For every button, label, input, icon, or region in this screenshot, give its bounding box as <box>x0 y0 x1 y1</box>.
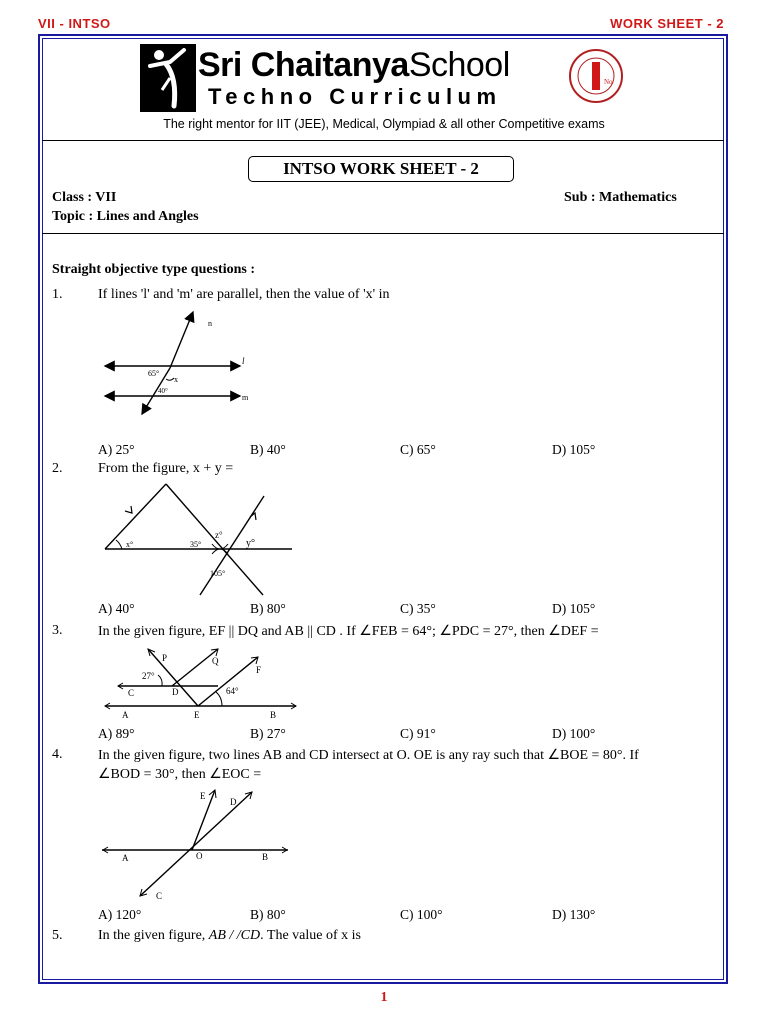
no1-badge-icon <box>568 48 624 104</box>
question-text: If lines 'l' and 'm' are parallel, then the value of 'x' in <box>98 287 390 302</box>
option-d: D) 100° <box>552 726 596 741</box>
figure-q2 <box>100 480 300 598</box>
subject-label: Sub : Mathematics <box>564 190 677 205</box>
brand-logo <box>140 44 630 114</box>
runner-logo-icon <box>140 44 196 112</box>
divider <box>42 233 724 234</box>
worksheet-title: INTSO WORK SHEET - 2 <box>248 156 514 182</box>
header-right: WORK SHEET - 2 <box>610 16 724 31</box>
option-c: C) 35° <box>400 601 436 616</box>
label-C: C <box>156 891 163 901</box>
label-m: m <box>242 393 249 402</box>
figure-q4 <box>100 786 300 904</box>
label-C: C <box>128 688 135 698</box>
page-number: 1 <box>380 990 388 1005</box>
label-E: E <box>194 710 200 720</box>
label-F: F <box>256 665 262 675</box>
brand-subtitle: Techno Curriculum <box>208 84 502 109</box>
label-l: l <box>242 356 245 366</box>
label-n: n <box>208 319 212 328</box>
figure-q3 <box>100 643 310 723</box>
label-D: D <box>172 687 179 697</box>
option-d: D) 105° <box>552 601 596 616</box>
question-text: In the given figure, two lines AB and CD intersect at O. OE is any ray such that ∠BOE = 80°. If <box>98 748 639 763</box>
label-A: A <box>122 710 129 720</box>
option-a: A) 89° <box>98 726 135 741</box>
label-B: B <box>262 852 269 862</box>
question-text: In the given figure, AB / /CD. The value of x is <box>98 928 361 943</box>
question-text-cont: ∠BOD = 30°, then ∠EOC = <box>98 767 262 782</box>
option-b: B) 80° <box>250 601 286 616</box>
label-y: y° <box>246 538 255 549</box>
topic-label: Topic : Lines and Angles <box>52 209 199 224</box>
label-O: O <box>196 851 203 861</box>
label-40: 40° <box>158 387 168 395</box>
option-d: D) 105° <box>552 442 596 457</box>
label-x: x <box>174 375 178 384</box>
label-B: B <box>270 710 277 720</box>
brand-name: Sri ChaitanyaSchool <box>198 46 510 84</box>
option-d: D) 130° <box>552 907 596 922</box>
divider <box>42 140 724 141</box>
question-number: 2. <box>52 461 63 476</box>
svg-text:No: No <box>604 78 613 86</box>
label-E: E <box>200 791 206 801</box>
figure-q1 <box>100 308 300 418</box>
question-number: 5. <box>52 928 63 943</box>
label-65: 65° <box>148 369 160 378</box>
label-P: P <box>162 653 168 663</box>
section-heading: Straight objective type questions : <box>52 262 255 277</box>
option-c: C) 91° <box>400 726 436 741</box>
question-number: 1. <box>52 287 63 302</box>
option-a: A) 120° <box>98 907 142 922</box>
label-D: D <box>230 797 237 807</box>
label-64: 64° <box>226 686 239 696</box>
option-a: A) 25° <box>98 442 135 457</box>
label-z: z° <box>215 530 223 540</box>
label-27: 27° <box>142 671 155 681</box>
label-105: 105° <box>210 569 226 578</box>
option-b: B) 27° <box>250 726 286 741</box>
option-b: B) 80° <box>250 907 286 922</box>
option-c: C) 65° <box>400 442 436 457</box>
class-label: Class : VII <box>52 190 117 205</box>
question-number: 3. <box>52 623 63 638</box>
label-x: x° <box>126 540 134 549</box>
question-text: In the given figure, EF || DQ and AB || CD . If ∠FEB = 64°; ∠PDC = 27°, then ∠DEF = <box>98 624 599 639</box>
header-left: VII - INTSO <box>38 16 111 31</box>
label-A: A <box>122 853 129 863</box>
tagline: The right mentor for IIT (JEE), Medical, Olympiad & all other Competitive exams <box>163 117 605 131</box>
option-a: A) 40° <box>98 601 135 616</box>
question-number: 4. <box>52 747 63 762</box>
option-c: C) 100° <box>400 907 443 922</box>
option-b: B) 40° <box>250 442 286 457</box>
label-Q: Q <box>212 656 219 666</box>
label-35: 35° <box>190 540 202 549</box>
question-text: From the figure, x + y = <box>98 461 234 476</box>
